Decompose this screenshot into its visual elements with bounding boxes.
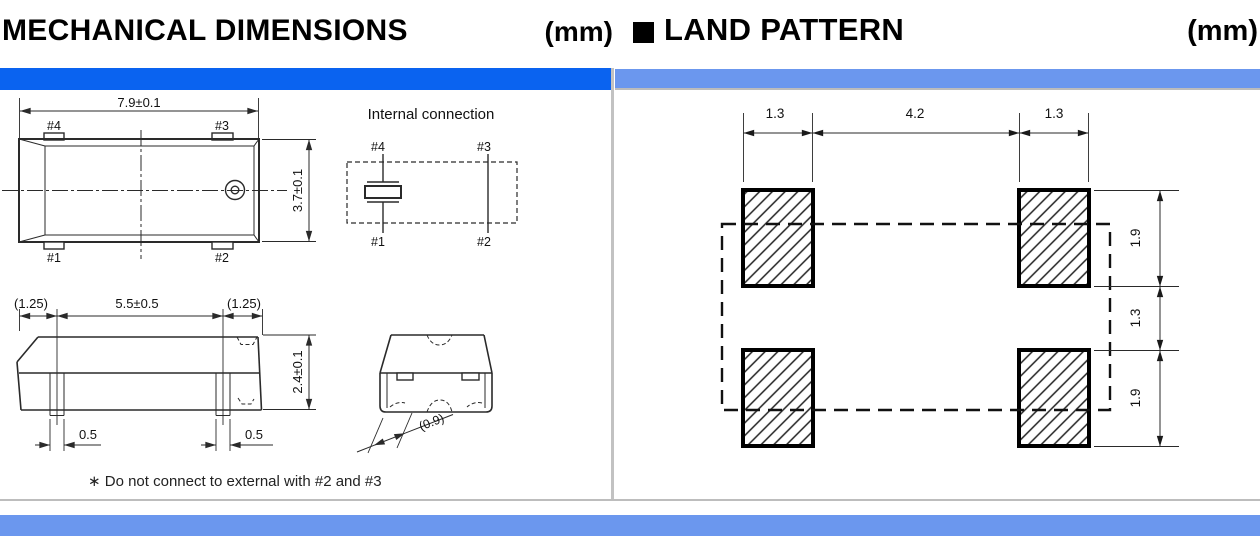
land-dim-pad-width-right: 1.3 (1044, 106, 1064, 121)
section-header-land-pattern (633, 12, 904, 48)
connection-note: ∗ Do not connect to external with #2 and #3 (88, 473, 382, 490)
pin-label-4: #4 (47, 119, 61, 133)
dim-label-depth: (0.9) (417, 411, 447, 434)
pin-label-3: #3 (215, 119, 229, 133)
dim-label-leg-width-right: 0.5 (244, 427, 264, 442)
internal-connection-diagram (347, 106, 517, 249)
land-dim-pad-height-bottom: 1.9 (1128, 388, 1143, 408)
land-pad-top-right (1019, 190, 1089, 286)
section-title-mechanical-dimensions: MECHANICAL DIMENSIONS (2, 14, 408, 47)
unit-label-left: (mm) (544, 16, 613, 47)
top-view (2, 95, 316, 265)
side-view-legs (50, 373, 230, 416)
ic-pin-label-2: #2 (477, 235, 491, 249)
leg-width-dim-left (35, 419, 101, 451)
dim-label-right-margin: (1.25) (227, 296, 261, 311)
blue-accent-bar-left (0, 68, 611, 90)
blue-accent-bar-right (615, 69, 1260, 90)
blue-accent-bar-bottom (0, 515, 1260, 536)
land-dim-vertical-gap: 1.3 (1128, 308, 1143, 328)
pad-bottom-left (44, 242, 64, 249)
black-square-bullet-icon (633, 22, 654, 43)
ic-pin-label-3: #3 (477, 140, 491, 154)
land-pads (743, 190, 1089, 446)
depth-dim (357, 411, 453, 453)
land-pad-top-left (743, 190, 813, 286)
dim-label-body-width: 7.9±0.1 (117, 95, 161, 110)
ic-pin-label-1: #1 (371, 235, 385, 249)
mechanical-dimensions-drawing (0, 93, 612, 503)
land-dim-pad-gap: 4.2 (905, 106, 925, 121)
land-pad-bottom-left (743, 350, 813, 446)
pad-bottom-right (212, 242, 233, 249)
internal-connection-title: Internal connection (367, 106, 495, 123)
land-top-dims (744, 106, 1089, 182)
leg-width-dim-right (201, 419, 273, 451)
dim-label-leg-width-left: 0.5 (78, 427, 98, 442)
unit-label-right: (mm) (1187, 15, 1258, 47)
ic-pin-label-4: #4 (371, 140, 385, 154)
land-pattern-drawing (613, 90, 1260, 510)
crystal-symbol (365, 186, 401, 198)
land-dim-pad-width-left: 1.3 (765, 106, 785, 121)
section-title-land-pattern: LAND PATTERN (664, 12, 905, 47)
side-view (14, 296, 316, 451)
end-view (357, 335, 492, 453)
land-side-dims (1094, 191, 1179, 447)
land-pad-bottom-right (1019, 350, 1089, 446)
pin-label-1: #1 (47, 251, 61, 265)
dim-label-body-height: 3.7±0.1 (290, 168, 305, 213)
dim-label-left-margin: (1.25) (14, 296, 48, 311)
dim-label-side-height: 2.4±0.1 (290, 350, 305, 394)
land-dim-pad-height-top: 1.9 (1128, 228, 1143, 248)
dim-label-leg-span: 5.5±0.5 (115, 296, 159, 311)
pin-label-2: #2 (215, 251, 229, 265)
